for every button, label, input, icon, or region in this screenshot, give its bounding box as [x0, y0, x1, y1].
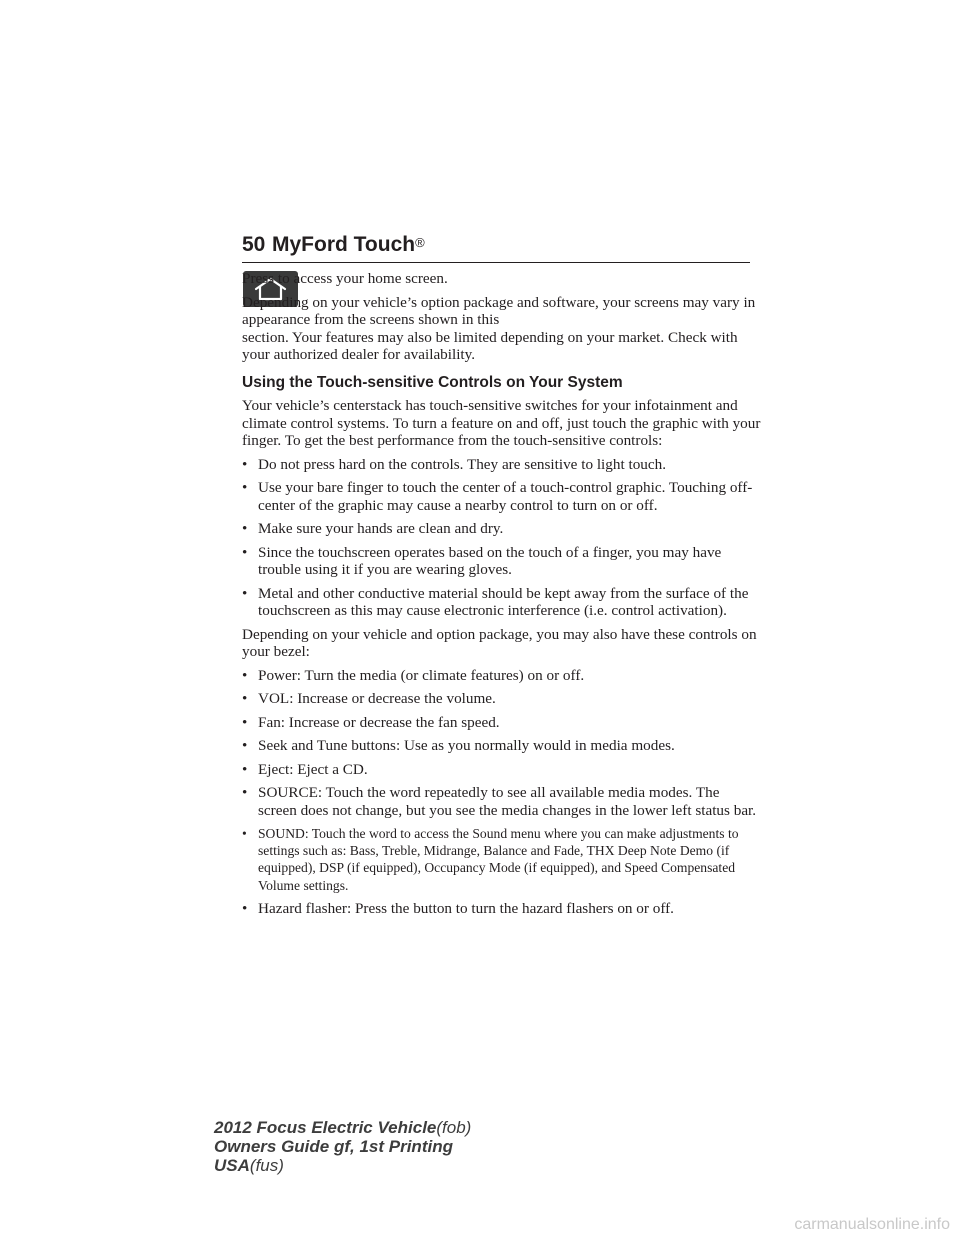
list-item-text: Metal and other conductive material should be kept away from the surface of the touchscreen as this may cause electronic interference (i.e. control activation).: [258, 584, 749, 619]
bullet: •: [242, 737, 248, 754]
bullet: •: [242, 826, 247, 841]
list-item: [242, 456, 762, 474]
bullet: •: [242, 784, 248, 801]
list-item: [242, 667, 762, 685]
home-icon-caption: Press to access your home screen.: [242, 270, 448, 287]
bullet: •: [242, 899, 248, 917]
list-item-text: Make sure your hands are clean and dry.: [258, 520, 504, 537]
section1-bullet-list: [242, 456, 762, 620]
list-item: [242, 479, 762, 514]
footer-market: USA: [214, 1156, 250, 1175]
registered-mark: ®: [415, 235, 425, 250]
page-content: [242, 270, 762, 923]
bullet: •: [242, 713, 248, 731]
bullet: •: [242, 543, 248, 561]
list-item-text: SOUND: Touch the word to access the Sound menu where you can make adjustments to settings such as: Bass, Treble, Midrange, Balance and Fade, THX Deep Note Demo (if equipped), DSP (if equipped), Occupancy Mode (if equipped), and Speed Compensated Volume settings.: [258, 826, 739, 893]
bullet: •: [242, 520, 248, 537]
footer-line-3: [214, 1156, 471, 1175]
list-item: [242, 784, 762, 819]
list-item-text: Hazard flasher: Press the button to turn the hazard flashers on or off.: [258, 899, 674, 917]
list-item-text: VOL: Increase or decrease the volume.: [258, 690, 496, 707]
intro-paragraph-rest: section. Your features may also be limited depending on your market. Check with your authorized dealer for availability.: [242, 328, 738, 363]
list-item: [242, 714, 762, 732]
list-item-text: Do not press hard on the controls. They are sensitive to light touch.: [258, 455, 667, 473]
page-number: 50: [242, 233, 266, 256]
list-item-text: Eject: Eject a CD.: [258, 760, 368, 778]
footer-line-2: [214, 1137, 471, 1156]
list-item: [242, 737, 762, 755]
footer-line-1: [214, 1118, 471, 1137]
section-title-text: MyFord Touch: [272, 233, 416, 256]
section-title: [272, 232, 425, 258]
watermark: carmanualsonline.info: [794, 1216, 950, 1233]
list-item: [242, 761, 762, 779]
footer-vehicle: 2012 Focus Electric Vehicle: [214, 1118, 437, 1137]
section1-paragraph: Your vehicle’s centerstack has touch-sensitive switches for your infotainment and climate control systems. To turn a feature on and off, just touch the graphic with your finger. To get the best performance from the touch-sensitive controls:: [242, 397, 761, 449]
list-item: [242, 690, 762, 708]
list-item-text: Fan: Increase or decrease the fan speed.: [258, 713, 500, 731]
footer-market-code: (fus): [249, 1156, 284, 1175]
bullet: •: [242, 455, 248, 473]
page-header: [242, 232, 750, 263]
list-item: [242, 825, 762, 894]
list-item-text: Power: Turn the media (or climate features) on or off.: [258, 666, 585, 684]
list-item: [242, 900, 762, 918]
bullet: •: [242, 760, 248, 778]
bullet: •: [242, 479, 248, 496]
intro-paragraph-indent: Depending on your vehicle’s option package and software, your screens may vary in appearance from the screens shown in this: [242, 293, 756, 328]
section2-bullet-list: [242, 667, 762, 918]
section-heading: Using the Touch-sensitive Controls on Your System: [242, 373, 623, 391]
list-item-text: Seek and Tune buttons: Use as you normally would in media modes.: [258, 737, 675, 754]
footer-code: (fob): [436, 1118, 472, 1137]
print-footer: [214, 1118, 471, 1175]
footer-printing: Owners Guide gf, 1st Printing: [214, 1137, 453, 1156]
list-item-text: Since the touchscreen operates based on the touch of a finger, you may have trouble using it if you are wearing gloves.: [258, 543, 722, 578]
list-item: [242, 544, 762, 579]
list-item: [242, 585, 762, 620]
list-item-text: Use your bare finger to touch the center of a touch-control graphic. Touching off-center of the graphic may cause a nearby control to turn on or off.: [258, 479, 753, 514]
bullet: •: [242, 584, 248, 602]
bullet: •: [242, 666, 248, 684]
list-item-text: SOURCE: Touch the word repeatedly to see all available media modes. The screen does not change, but you see the media changes in the lower left status bar.: [258, 784, 757, 819]
section2-paragraph: Depending on your vehicle and option package, you may also have these controls on your bezel:: [242, 625, 757, 660]
list-item: [242, 520, 762, 538]
bullet: •: [242, 690, 248, 707]
